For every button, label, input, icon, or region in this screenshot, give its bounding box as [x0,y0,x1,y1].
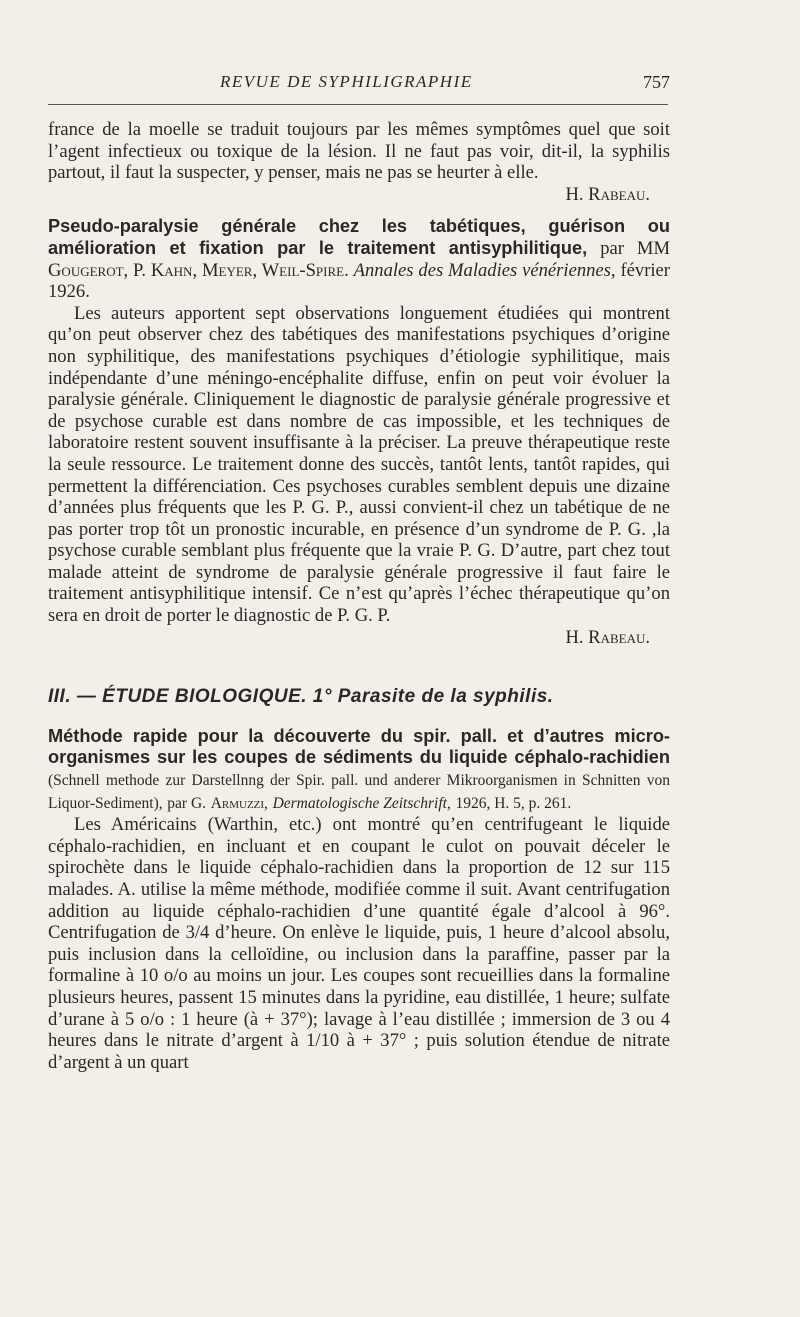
page-number: 757 [643,72,670,92]
article-2-author: Armuzzi, [210,794,268,812]
article-2-heading [48,726,670,814]
header-rule [48,104,668,105]
intro-signature: H. Rabeau. [565,183,650,205]
article-1-journal: Annales des Maladies vénériennes, [353,259,616,281]
article-1-signature: H. Rabeau. [565,626,650,648]
article-2-author-prefix: par G. [167,794,207,812]
article-1-body: Les auteurs apportent sept observations longuement étudiées qui montrent qu’on peut observer chez des tabétiques des manifestations psychiques d’origine non syphilitique, des manifestations psychiques d’étiologie syphilitique, mais indépendante d’une méningo-encéphalite diffuse, enfin on peut voir évoluer la paralysie générale. Cliniquement le diagnostic de paralysie générale progressive et de psychose curable est dans nombre de cas impossible, et les techniques de laboratoire restent souvent insuffisante à la préciser. La preuve thérapeutique reste la seule ressource. Le traitement donne des succès, tantôt lents, tantôt rapides, qui permettent la différenciation. Ces psychoses curables semblent depuis une dizaine d’années plus fréquents que les P. G. P., aussi convient-il chez un tabétique de ne pas porter trop tôt un pronostic incurable, en présence d’un syndrome de P. G. ,la psychose curable semblant plus fréquente que la vraie P. G. D’autre, part chez tout malade atteint de syndrome de paralysie générale progressive il faut faire le traitement antisyphilitique intensif. Ce n’est qu’après l’échec thérapeutique qu’on sera en droit de porter le diagnostic de P. G. P. [48,302,670,627]
body-text [48,119,670,1073]
intro-text: france de la moelle se traduit toujours par les mêmes symptômes quel que soit l’agent infectieux ou toxique de la lésion. Il ne faut pas voir, dit-il, la syphilis partout, il faut la suspecter, y penser, mais ne pas se heurter à elle. [48,119,670,184]
article-1-authors: Gougerot, P. Kahn, Meyer, Weil-Spire. [48,259,349,281]
article-1-title: Pseudo-paralysie générale chez les tabétiques, guérison ou amélioration et fixation par le traitement antisyphilitique, [48,216,670,258]
article-2-body: Les Américains (Warthin, etc.) ont montré qu’en centrifugeant le liquide céphalo-rachidien, en incluant et en coupant le culot on pouvait déceler le spirochète dans le liquide céphalo-rachidien dans la proportion de 12 sur 115 malades. A. utilise la même méthode, modifiée comme il suit. Avant centrifugation addition au liquide céphalo-rachidien d’une quantité égale d’alcool à 96°. Centrifugation de 3/4 d’heure. On enlève le liquide, puis, 1 heure d’alcool absolu, puis inclusion dans la celloïdine, ou inclusion dans la paraffine, passer par la formaline à 10 o/o au moins un jour. Les coupes sont recueillies dans la formaline plusieurs heures, passent 15 minutes dans la pyridine, eau distillée, 1 heure; sulfate d’urane à 5 o/o : 1 heure (à + 37°); lavage à l’eau distillée ; immersion de 3 ou 4 heures dans le nitrate d’argent à 1/10 à + 37° ; puis solution étendue de nitrate d’argent à un quart [48,814,670,1073]
running-title: REVUE DE SYPHILIGRAPHIE [220,72,473,91]
article-2 [48,726,670,1074]
article-1-date: février 1926. [48,259,670,303]
intro-paragraph [48,119,670,184]
article-2-original-title: (Schnell methode zur Darstellnng der Spir. pall. und anderer Mikroorganismen in Schnitten von Liquor-Sediment), [48,772,670,812]
article-1-authors-prefix: par MM [600,237,670,259]
article-2-ref: 1926, H. 5, p. 261. [455,794,572,812]
article-1-heading [48,216,670,302]
section-heading: III. — ÉTUDE BIOLOGIQUE. 1° Parasite de la syphilis. [48,686,554,708]
article-2-title: Méthode rapide pour la découverte du spir. pall. et d’autres micro-organismes sur les coupes de sédiments du liquide céphalo-rachidien [48,725,670,768]
page-header [48,72,670,94]
article-1 [48,216,670,648]
article-2-journal: Dermatologische Zeitschrift, [272,794,451,812]
